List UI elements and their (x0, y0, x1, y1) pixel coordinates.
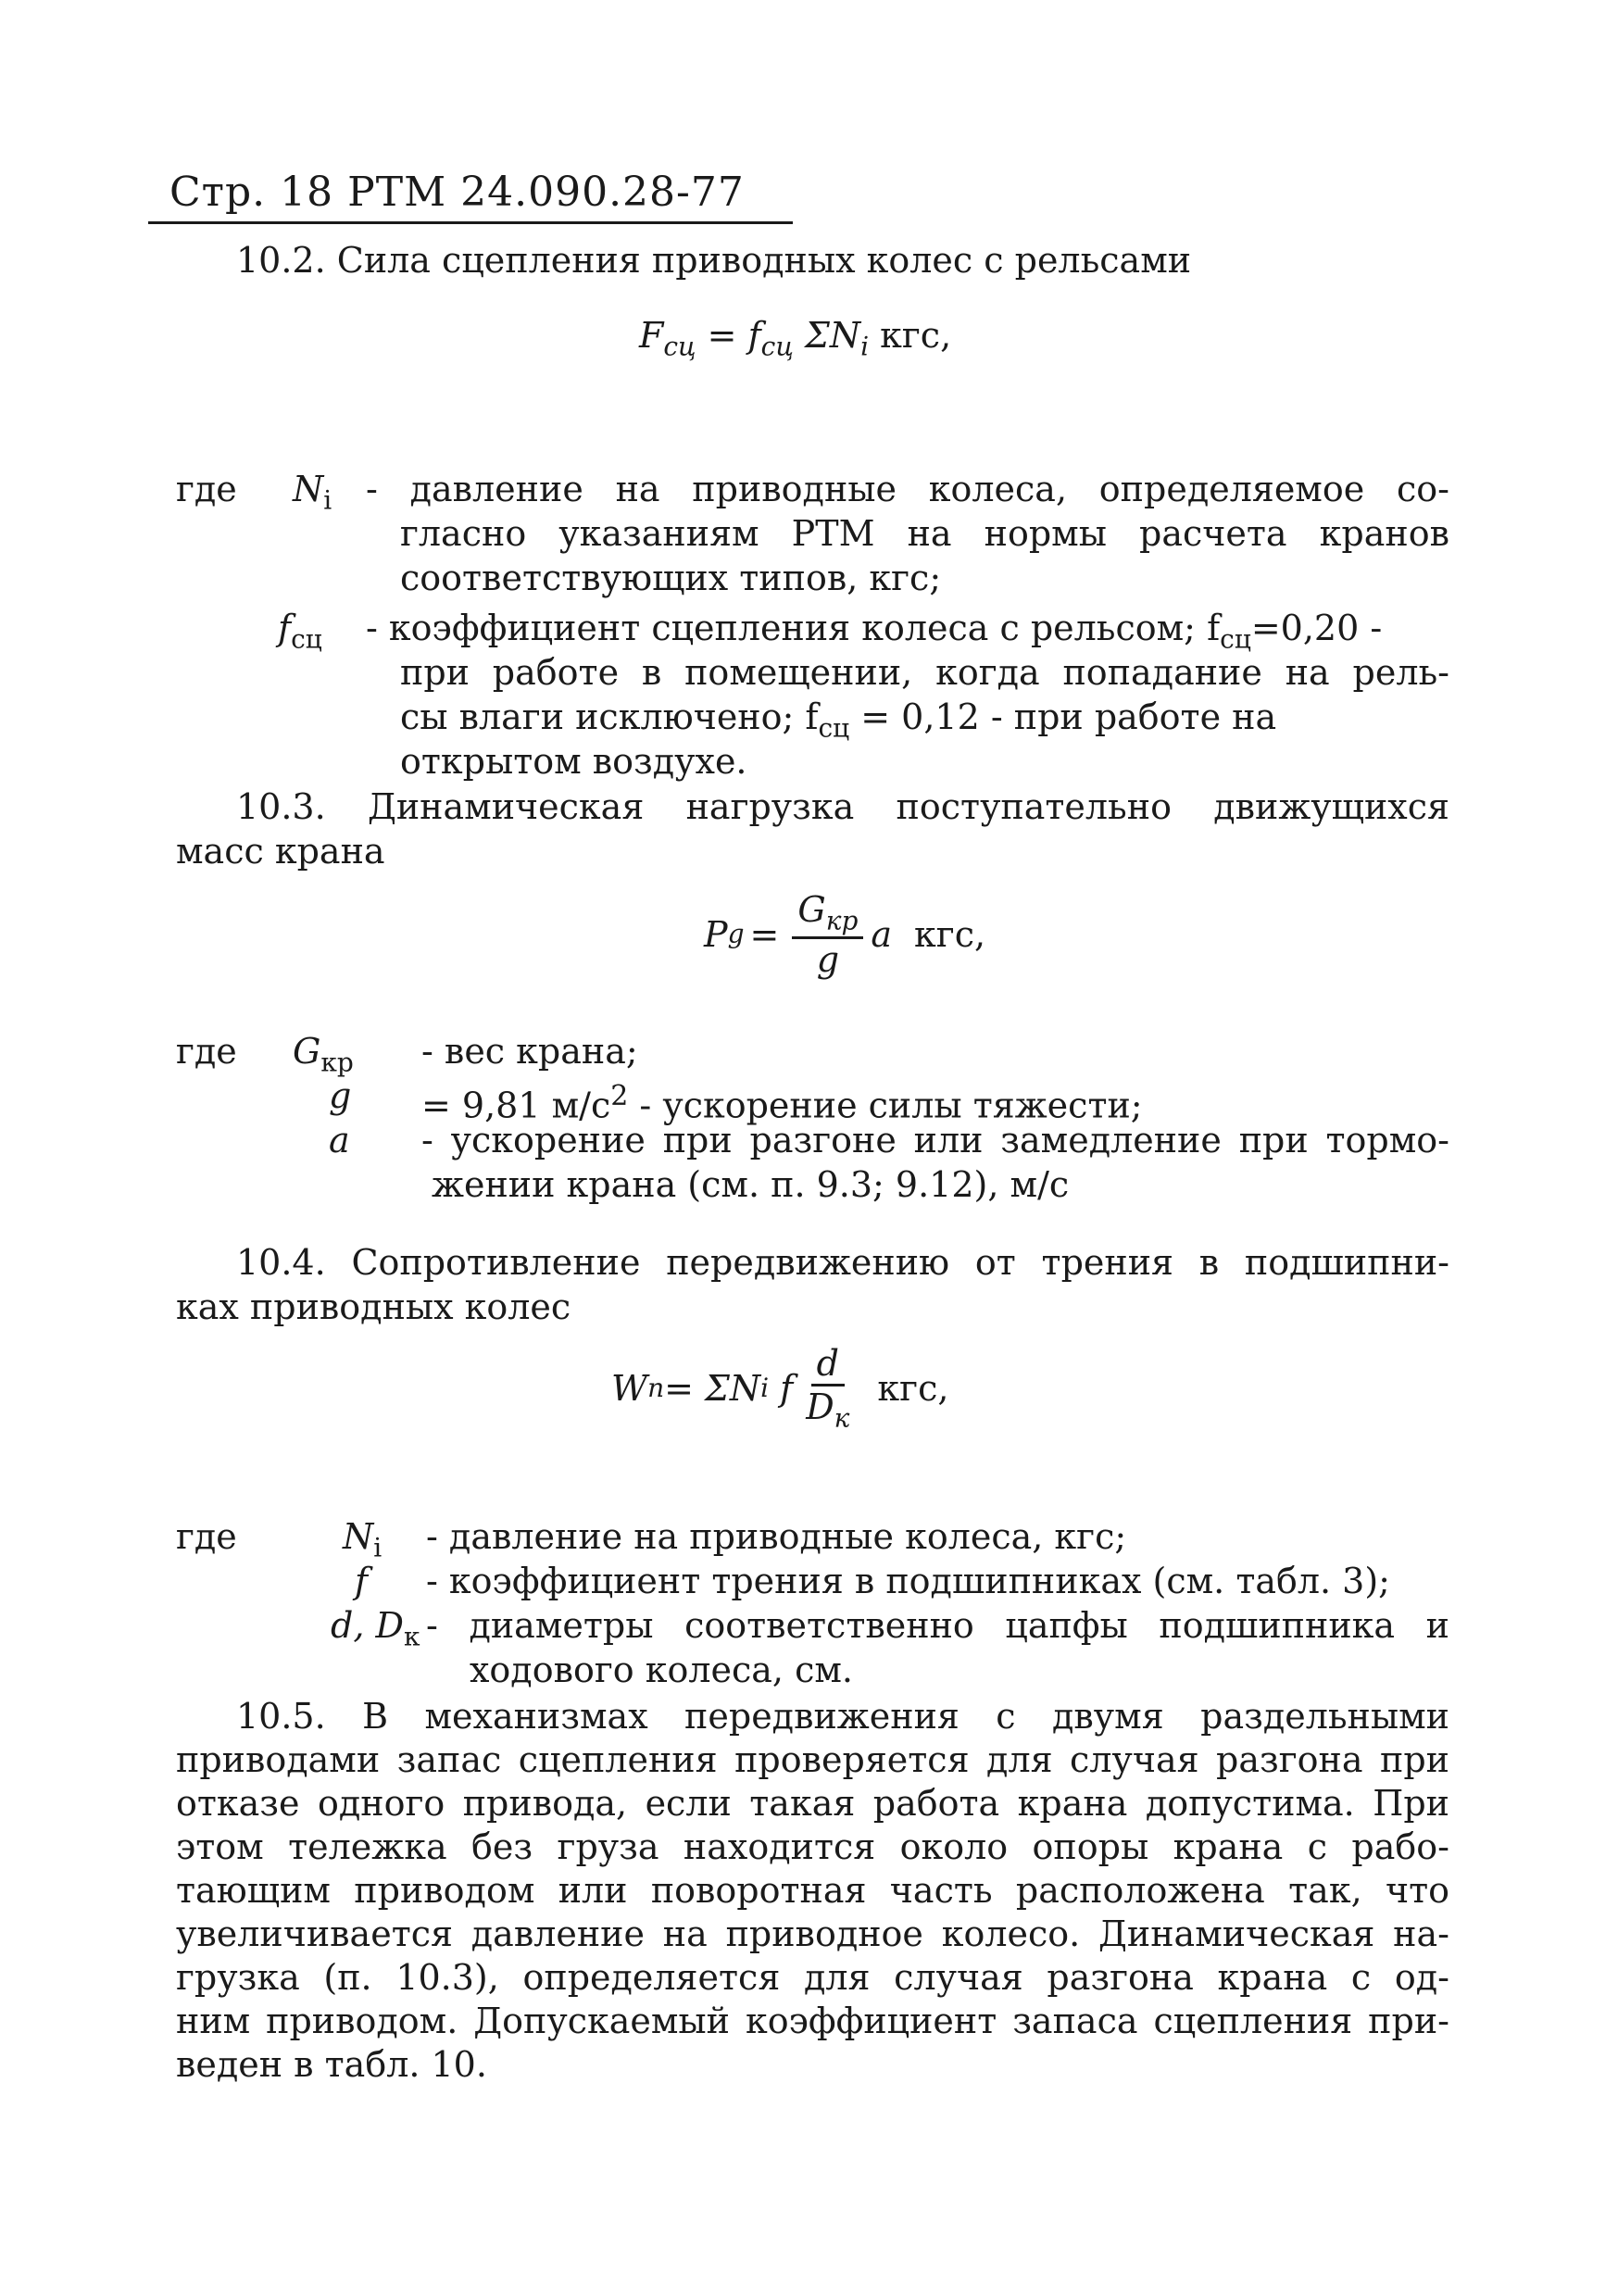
n-def-line-3: соответствующих типов, кгс; (400, 558, 942, 598)
formula-adhesion-force (639, 315, 951, 362)
formula-103-unit: кгс, (914, 913, 986, 955)
s105-line-6: грузка (п. 10.3), определяется для случая разгона крана с од- (176, 1957, 1449, 1998)
section-10-2-title: 10.2. Сила сцепления приводных колес с рельсами (236, 240, 1192, 281)
formula-104-den-sub: к (834, 1402, 850, 1434)
f-def-line-3-val: = 0,12 - при работе на (849, 696, 1277, 737)
symbol-f-sc-letter: f (278, 608, 292, 648)
formula-103-a: a (871, 913, 893, 955)
where-label-2: где (176, 1031, 237, 1072)
n2-def: - давление на приводные колеса, кгс; (426, 1516, 1127, 1557)
formula-104-lhs-sub: п (647, 1373, 665, 1404)
formula-103-lhs: P (704, 913, 728, 955)
s105-line-4: тающим приводом или поворотная часть расположена так, что (176, 1870, 1449, 1911)
s105-line-5: увеличивается давление на приводное колесо. Динамическая на- (176, 1913, 1449, 1954)
symbol-d-dk-letters: d, D (331, 1605, 404, 1646)
f-def-line-1-text: - коэффициент сцепления колеса с рельсом; f (366, 608, 1221, 648)
s105-line-0: 10.5. В механизмах передвижения с двумя раздельными (236, 1696, 1449, 1737)
formula-103-num-sub: кр (825, 905, 859, 936)
symbol-n-2-letter: N (343, 1516, 374, 1557)
formula-104-mid: = ΣN (664, 1367, 761, 1409)
section-10-4-line-2: ках приводных колес (176, 1286, 571, 1327)
s105-line-3: этом тележка без груза находится около опоры крана с рабо- (176, 1826, 1449, 1867)
symbol-n-2-sub: i (373, 1532, 383, 1563)
a-def-line-1: - ускорение при разгоне или замедление при тормо- (421, 1120, 1449, 1161)
section-10-3-line-2: масс крана (176, 831, 385, 872)
symbol-a: a (329, 1120, 350, 1161)
formula-104-unit: кгс, (877, 1367, 949, 1409)
d-def-line-2: ходового колеса, см. (470, 1650, 853, 1690)
d-def-line-1: - диаметры соответственно цапфы подшипника и (426, 1605, 1449, 1646)
g-def-text-2: - ускорение силы тяжести; (628, 1085, 1143, 1126)
f-def-line-2: при работе в помещении, когда попадание на рель- (400, 652, 1449, 693)
s105-line-2: отказе одного привода, если такая работа крана допустима. При (176, 1783, 1449, 1824)
symbol-n-1-sub: i (323, 484, 332, 516)
symbol-d-dk (331, 1604, 420, 1659)
where-label-1: где (176, 469, 237, 509)
formula-f-sub: сц (760, 331, 794, 362)
formula-103-lhs-sub: g (727, 919, 745, 950)
formula-friction-resistance (611, 1343, 948, 1434)
formula-103-num-letter: G (797, 889, 826, 930)
formula-103-num (792, 889, 863, 939)
page-header: Стр. 18 РТМ 24.090.28-77 (169, 169, 745, 216)
f-def-line-3-text: сы влаги исключено; f (400, 696, 819, 737)
formula-104-f: f (780, 1367, 794, 1409)
g-def-text: = 9,81 м/с (421, 1085, 611, 1126)
f-def-line-1-sub: сц (1220, 623, 1251, 655)
a-def-line-2: жении крана (см. п. 9.3; 9.12), м/с (432, 1164, 1070, 1205)
formula-103-eq: = (749, 913, 780, 955)
symbol-f-friction: f (355, 1561, 369, 1601)
formula-104-num: d (811, 1343, 845, 1386)
f-def-line-4: открытом воздухе. (400, 741, 747, 782)
formula-eq: = f (696, 315, 761, 356)
symbol-g-kr-letter: G (293, 1031, 321, 1072)
formula-103-den: g (816, 938, 840, 980)
n-def-line-2: гласно указаниям РТМ на нормы расчета кранов (400, 513, 1449, 554)
symbol-n-1 (293, 468, 332, 522)
section-10-3-line-1: 10.3. Динамическая нагрузка поступательно движущихся (236, 786, 1449, 827)
formula-103-fraction (792, 889, 863, 980)
symbol-f-sc-sub: сц (291, 623, 322, 655)
f-def-line-1-val: =0,20 - (1250, 608, 1383, 648)
formula-104-fraction (800, 1343, 855, 1434)
formula-104-den (800, 1386, 855, 1434)
symbol-f-sc (278, 607, 322, 661)
g-def-sup: 2 (610, 1080, 629, 1112)
formula-n-sub: i (860, 331, 870, 362)
n-def-line-1: - давление на приводные колеса, определяемое со- (366, 469, 1449, 509)
formula-unit: кгс, (880, 315, 952, 356)
s105-line-7: ним приводом. Допускаемый коэффициент запаса сцепления при- (176, 2001, 1449, 2041)
formula-lhs: F (639, 315, 664, 356)
formula-sum: ΣN (793, 315, 861, 356)
formula-104-lhs: W (611, 1367, 648, 1409)
f-friction-def: - коэффициент трения в подшипниках (см. табл. 3); (426, 1561, 1390, 1601)
symbol-g-kr-sub: кр (320, 1047, 354, 1078)
formula-104-mid-sub: i (760, 1373, 770, 1404)
s105-line-last: веден в табл. 10. (176, 2044, 487, 2085)
formula-lhs-sub: сц (663, 331, 696, 362)
f-def-line-3-sub: сц (818, 712, 850, 744)
symbol-d-dk-sub: к (403, 1621, 420, 1652)
symbol-g: g (329, 1075, 352, 1116)
s105-line-1: приводами запас сцепления проверяется для случая разгона при (176, 1739, 1449, 1780)
g-kr-def: - вес крана; (421, 1031, 638, 1072)
where-label-3: где (176, 1516, 237, 1557)
symbol-n-1-letter: N (293, 469, 324, 509)
header-rule (148, 221, 793, 224)
section-10-4-line-1: 10.4. Сопротивление передвижению от трения в подшипни- (236, 1242, 1449, 1283)
formula-dynamic-load (704, 889, 985, 980)
formula-104-den-letter: D (806, 1386, 834, 1427)
section-10-5 (176, 1695, 1449, 2087)
